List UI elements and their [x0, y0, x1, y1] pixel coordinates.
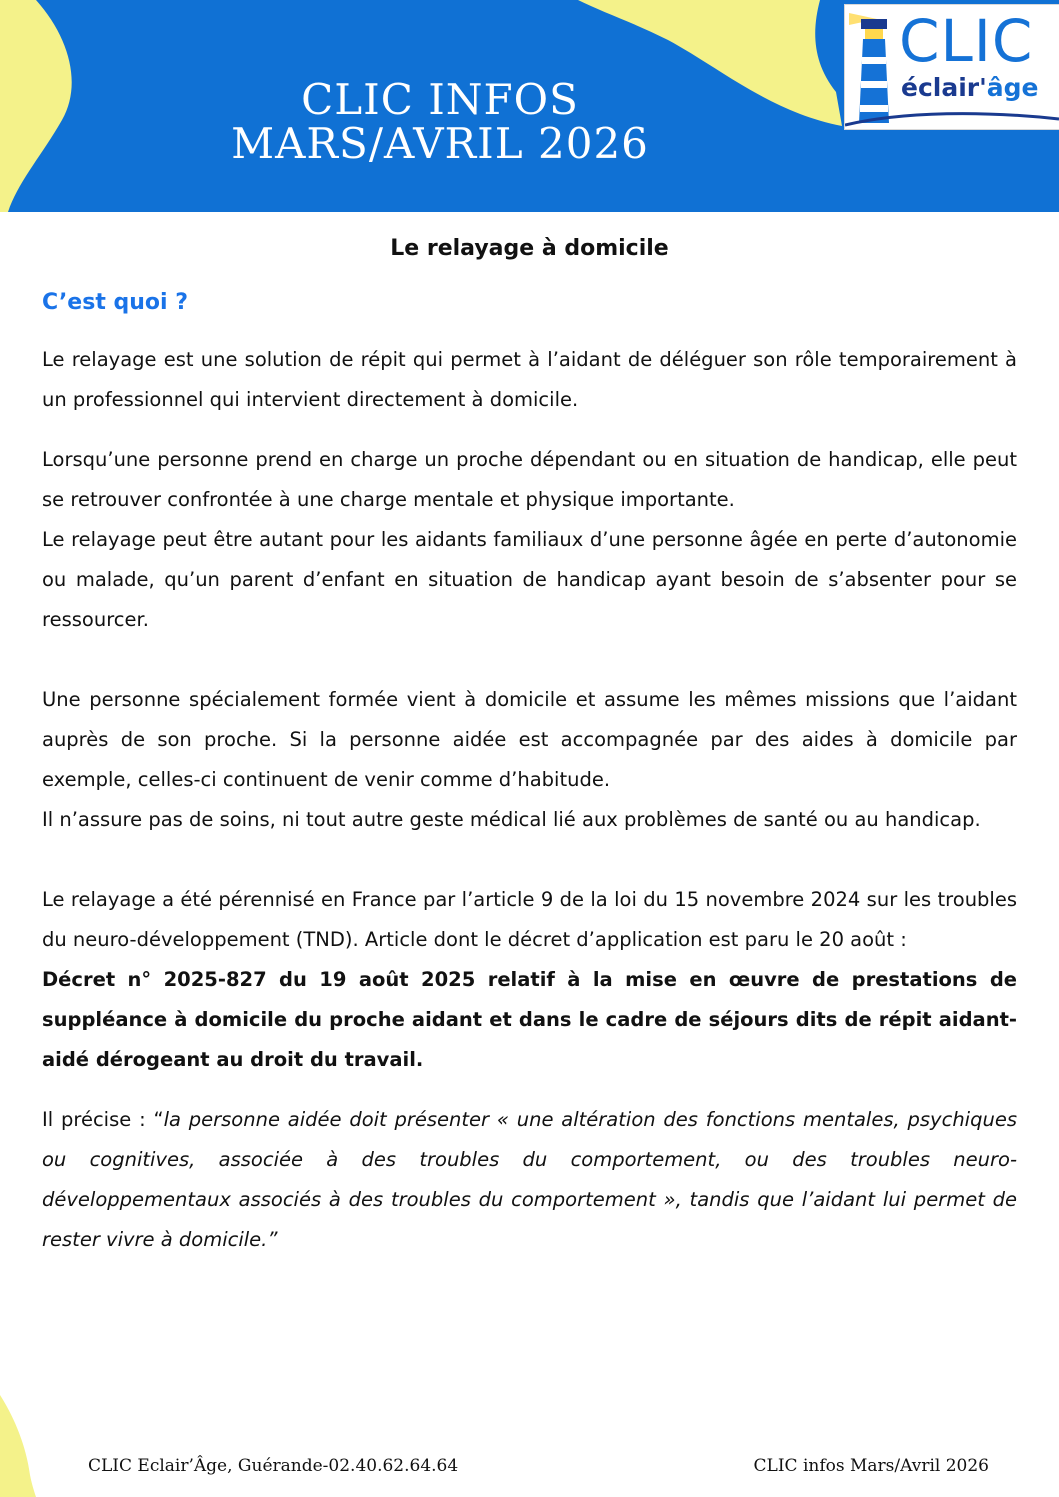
newsletter-title: CLIC INFOS: [301, 75, 579, 124]
quote-text: la personne aidée doit présenter « une altération des fonctions mentales, psychiques ou cognitives, associée à des troubles du comportement, ou des troubles neuro-développementaux associés à des troubles du comportement », tandis que l’aidant lui permet de rester vivre à domicile.”: [42, 1108, 1017, 1251]
paragraph-decree: Décret n° 2025-827 du 19 août 2025 relatif à la mise en œuvre de prestations de suppléance à domicile du proche aidant et dans le cadre de séjours dits de répit aidant-aidé dérogeant au droit du travail.: [42, 968, 1017, 1071]
section-heading: C’est quoi ?: [42, 290, 188, 315]
footer-issue: CLIC infos Mars/Avril 2026: [753, 1456, 989, 1476]
paragraph-context: Lorsqu’une personne prend en charge un proche dépendant ou en situation de handicap, elle peut se retrouver confrontée à une charge mentale et physique importante.: [42, 448, 1017, 511]
logo-wave-icon: [845, 109, 1059, 129]
logo-eclair-age-text: [901, 73, 1039, 103]
article-title: Le relayage à domicile: [390, 236, 669, 261]
paragraph-no-care: Il n’assure pas de soins, ni tout autre geste médical lié aux problèmes de santé ou au handicap.: [42, 808, 981, 831]
article-body: [42, 230, 1017, 1260]
clic-logo: [844, 4, 1059, 130]
header-banner: [0, 0, 1059, 212]
logo-eclair-part: éclair': [901, 73, 987, 102]
decorative-swoosh-bottom: [0, 1395, 60, 1497]
newsletter-period: MARS/AVRIL 2026: [231, 119, 649, 168]
quote-label: Il précise : “: [42, 1108, 164, 1131]
paragraph-beneficiaries: Le relayage peut être autant pour les aidants familiaux d’une personne âgée en perte d’autonomie ou malade, qu’un parent d’enfant en situation de handicap ayant besoin de s’absenter pour se ressourcer.: [42, 528, 1017, 631]
logo-age-part: âge: [986, 73, 1039, 102]
paragraph-missions: Une personne spécialement formée vient à domicile et assume les mêmes missions que l’aidant auprès de son proche. Si la personne aidée est accompagnée par des aides à domicile par exemple, celles-ci continuent de venir comme d’habitude.: [42, 688, 1017, 791]
paragraph-quote: [42, 1100, 1017, 1260]
logo-clic-text: CLIC: [899, 7, 1034, 75]
paragraph-law: Le relayage a été pérennisé en France par l’article 9 de la loi du 15 novembre 2024 sur les troubles du neuro-développement (TND). Article dont le décret d’application est paru le 20 août :: [42, 888, 1017, 951]
footer-contact: CLIC Eclair’Âge, Guérande-02.40.62.64.64: [88, 1456, 459, 1476]
paragraph-definition: Le relayage est une solution de répit qui permet à l’aidant de déléguer son rôle temporairement à un professionnel qui intervient directement à domicile.: [42, 348, 1017, 411]
